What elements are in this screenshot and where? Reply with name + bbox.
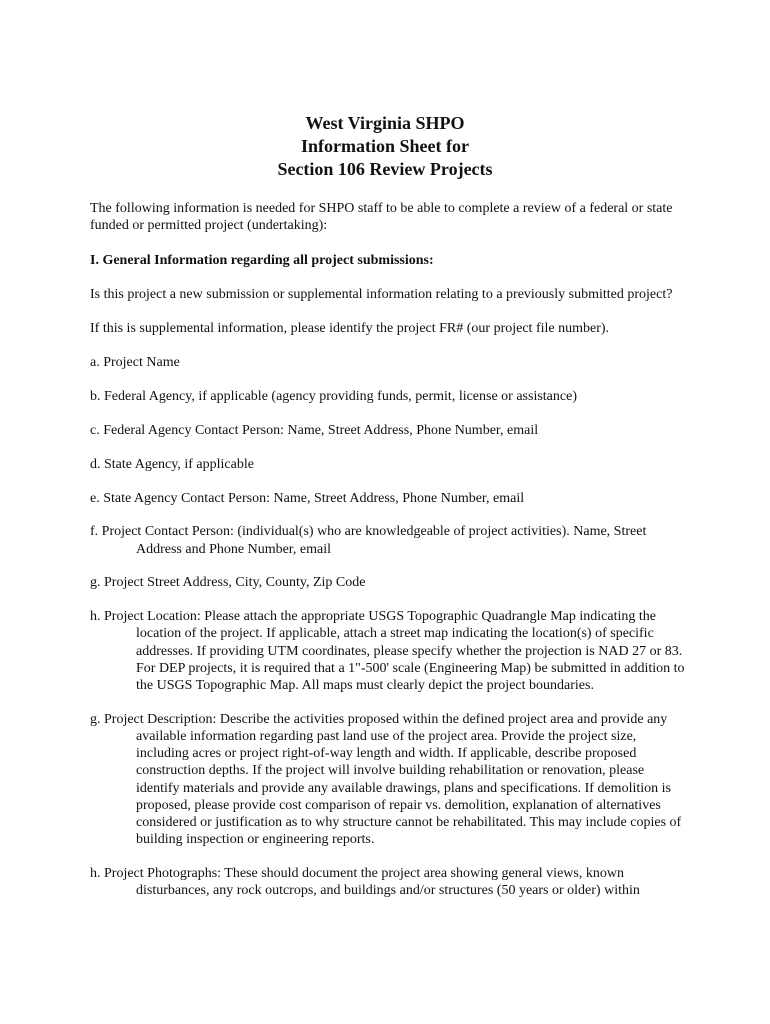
title-line-2: Information Sheet for bbox=[301, 136, 469, 156]
fr-number-question: If this is supplemental information, please identify the project FR# (our project file number). bbox=[90, 321, 610, 336]
title-line-3: Section 106 Review Projects bbox=[277, 159, 493, 179]
item-federal-agency: b. Federal Agency, if applicable (agency providing funds, permit, license or assistance) bbox=[90, 389, 577, 405]
document-title bbox=[0, 112, 770, 181]
item-state-agency-contact: e. State Agency Contact Person: Name, Street Address, Phone Number, email bbox=[90, 490, 525, 506]
item-federal-agency-contact: c. Federal Agency Contact Person: Name, Street Address, Phone Number, email bbox=[90, 422, 539, 438]
new-submission-question: Is this project a new submission or supplemental information relating to a previously submitted project? bbox=[90, 287, 673, 302]
item-project-name: a. Project Name bbox=[90, 355, 180, 371]
section-heading: I. General Information regarding all project submissions: bbox=[90, 253, 434, 268]
document-body bbox=[90, 200, 690, 899]
item-project-description: g. Project Description: Describe the activities proposed within the defined project area and provide any available information regarding past land use of the project area. Provide the project size, including acres or project right-of-way length and width. If applicable, describe proposed construction depths. If the project will involve building rehabilitation or renovation, please identify materials and provide any available drawings, plans and specifications. If demolition is proposed, please provide cost comparison of repair vs. demolition, explanation of alternatives considered or justification as to why structure cannot be rehabilitated. This may include copies of building inspection or engineering reports. bbox=[90, 711, 682, 848]
item-project-contact: f. Project Contact Person: (individual(s) who are knowledgeable of project activities). Name, Street Address and Phone Number, email bbox=[90, 524, 647, 557]
intro-paragraph: The following information is needed for SHPO staff to be able to complete a review of a federal or state funded or permitted project (undertaking): bbox=[90, 201, 673, 234]
title-line-1: West Virginia SHPO bbox=[305, 113, 465, 133]
item-project-location: h. Project Location: Please attach the appropriate USGS Topographic Quadrangle Map indicating the location of the project. If applicable, attach a street map indicating the location(s) of specific addresses. If providing UTM coordinates, please specify whether the projection is NAD 27 or 83. For DEP projects, it is required that a 1"-500' scale (Engineering Map) be submitted in addition to the USGS Topographic Map. All maps must clearly depict the project boundaries. bbox=[90, 609, 685, 693]
item-project-photographs: h. Project Photographs: These should document the project area showing general views, known disturbances, any rock outcrops, and buildings and/or structures (50 years or older) within bbox=[90, 866, 640, 899]
item-project-address: g. Project Street Address, City, County, Zip Code bbox=[90, 575, 366, 591]
item-state-agency: d. State Agency, if applicable bbox=[90, 456, 254, 472]
